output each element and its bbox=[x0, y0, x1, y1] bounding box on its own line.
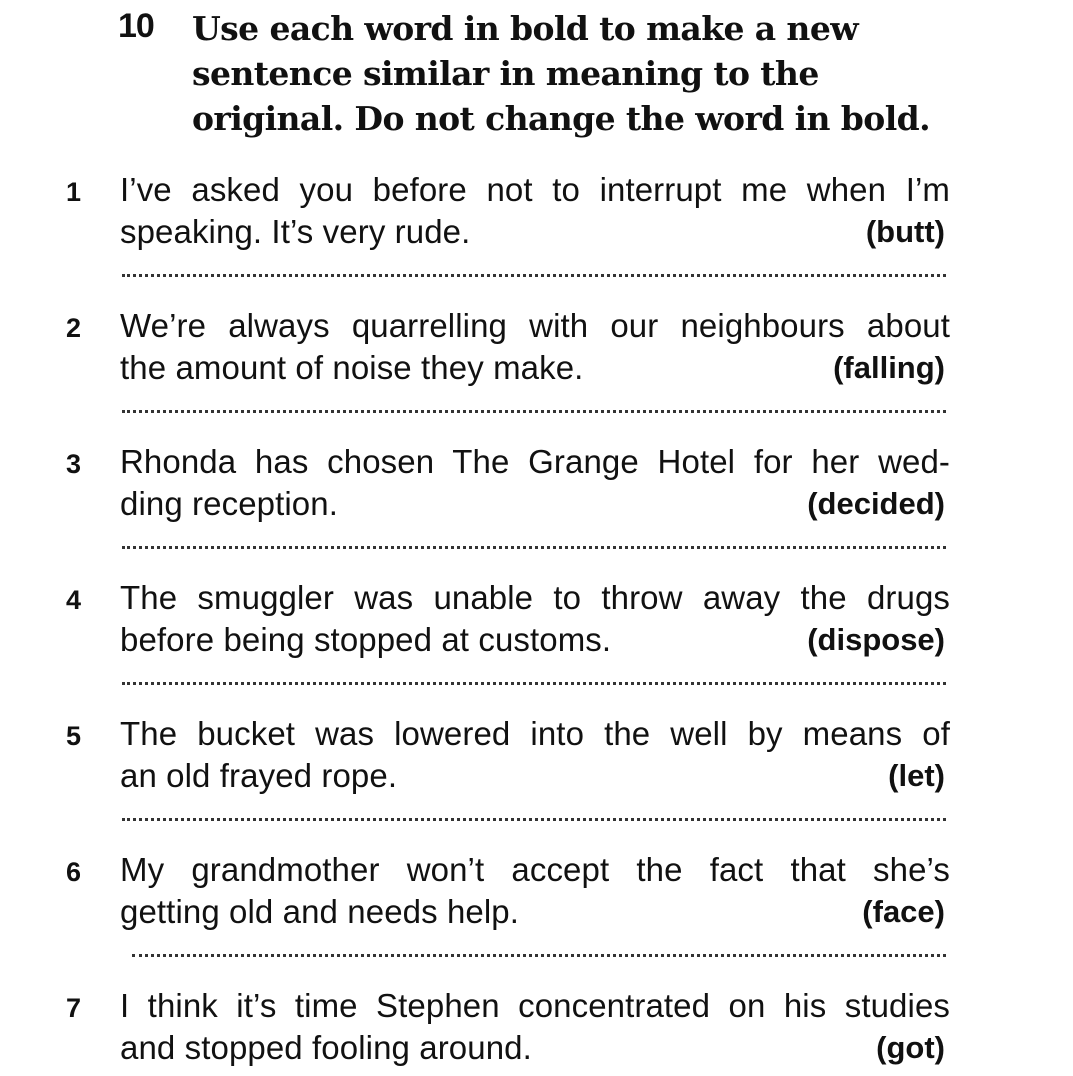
exercise-item-1 bbox=[0, 170, 1073, 306]
item-sentence-line-1: I’ve asked you before not to interrupt me when I’m bbox=[120, 171, 950, 208]
item-keyword: (face) bbox=[862, 894, 945, 929]
item-sentence-line-1: My grandmother won’t accept the fact that she’s bbox=[120, 851, 950, 888]
exercise-item-7 bbox=[0, 986, 1073, 1076]
item-keyword: (falling) bbox=[833, 350, 945, 385]
item-sentence-line-2: speaking. It’s very rude. bbox=[120, 213, 471, 250]
item-sentence-line-2: ding reception. bbox=[120, 485, 338, 522]
exercise-item-3 bbox=[0, 442, 1073, 578]
item-keyword: (decided) bbox=[807, 486, 945, 521]
item-number: 7 bbox=[66, 993, 82, 1023]
item-sentence-line-1: The bucket was lowered into the well by means of bbox=[120, 715, 950, 752]
answer-line[interactable] bbox=[122, 546, 946, 549]
item-sentence-line-2: the amount of noise they make. bbox=[120, 349, 584, 386]
item-number: 1 bbox=[66, 177, 82, 207]
exercise-item-4 bbox=[0, 578, 1073, 714]
item-sentence-line-1: Rhonda has chosen The Grange Hotel for her wed- bbox=[120, 443, 950, 480]
item-keyword: (butt) bbox=[865, 214, 945, 249]
item-sentence-line-2: and stopped fooling around. bbox=[120, 1029, 532, 1066]
item-number: 2 bbox=[66, 313, 82, 343]
item-sentence-line-2: an old frayed rope. bbox=[120, 757, 398, 794]
item-number: 5 bbox=[66, 721, 82, 751]
item-sentence-line-1: We’re always quarrelling with our neighbours about bbox=[120, 307, 950, 344]
exercise-number: 10 bbox=[118, 7, 154, 45]
item-number: 3 bbox=[66, 449, 82, 479]
item-keyword: (got) bbox=[876, 1030, 945, 1065]
answer-line[interactable] bbox=[122, 274, 946, 277]
item-number: 6 bbox=[66, 857, 82, 887]
item-keyword: (let) bbox=[888, 758, 945, 793]
exercise-item-2 bbox=[0, 306, 1073, 442]
item-sentence-line-2: before being stopped at customs. bbox=[120, 621, 612, 658]
item-number: 4 bbox=[66, 585, 82, 615]
answer-line[interactable] bbox=[122, 818, 946, 821]
answer-line[interactable] bbox=[122, 682, 946, 685]
item-sentence-line-1: The smuggler was unable to throw away the drugs bbox=[120, 579, 950, 616]
answer-line[interactable] bbox=[122, 410, 946, 413]
item-sentence-line-2: getting old and needs help. bbox=[120, 893, 520, 930]
exercise-item-6 bbox=[0, 850, 1073, 986]
answer-line[interactable] bbox=[132, 954, 946, 957]
exercise-instruction: Use each word in bold to make a new sentence similar in meaning to the original. Do not change the word in bold. bbox=[192, 9, 930, 138]
item-sentence-line-1: I think it’s time Stephen concentrated on his studies bbox=[120, 987, 950, 1024]
item-keyword: (dispose) bbox=[807, 622, 945, 657]
exercise-item-5 bbox=[0, 714, 1073, 850]
